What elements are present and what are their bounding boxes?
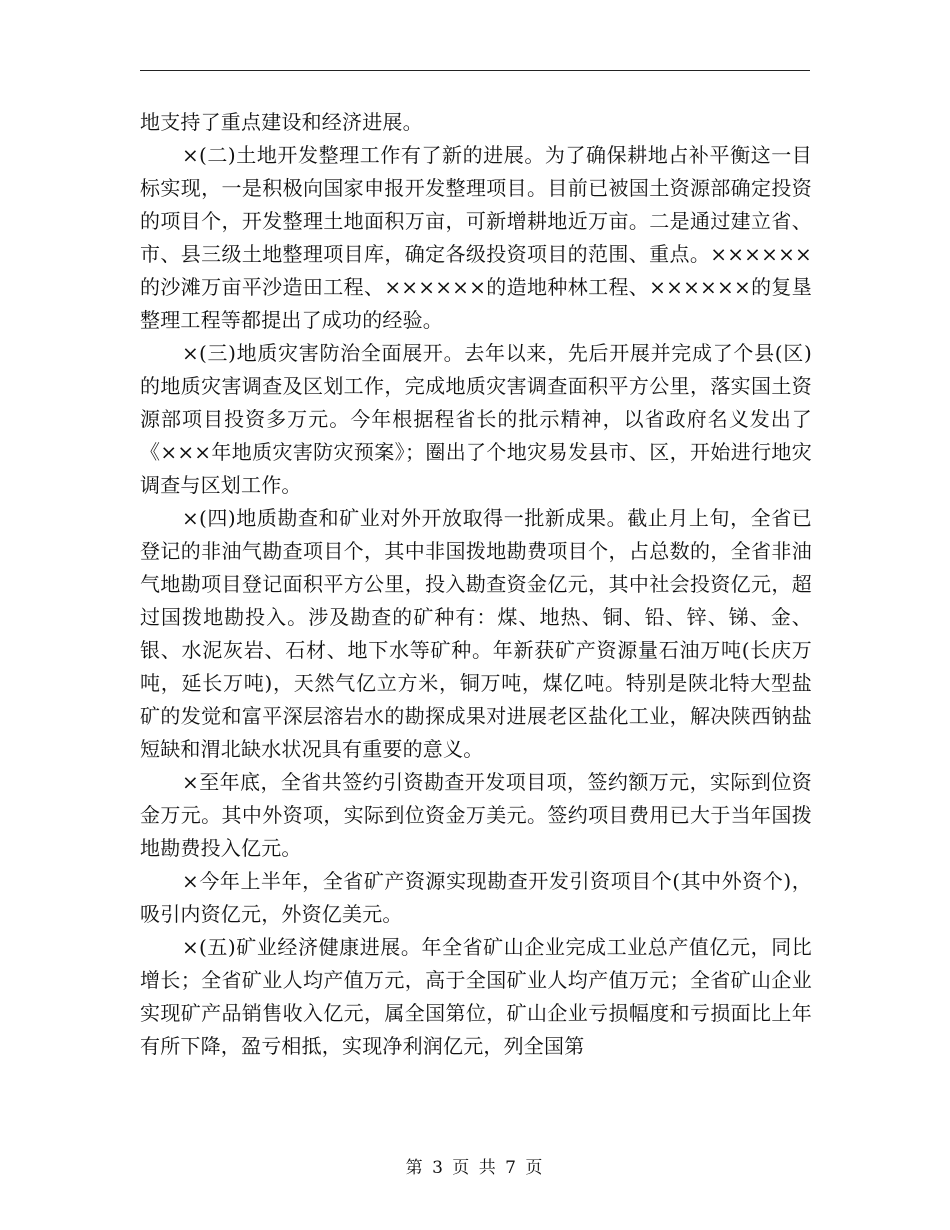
paragraph: ×至年底，全省共签约引资勘查开发项目项，签约额万元，实际到位资金万元。其中外资项，实际到位资金万美元。签约项目费用已大于当年国拨地勘费投入亿元。 xyxy=(140,770,812,860)
paragraph: ×今年上半年，全省矿产资源实现勘查开发引资项目个(其中外资个)，吸引内资亿元，外资亿美元。 xyxy=(140,869,812,926)
header-rule xyxy=(140,70,810,71)
paragraph: ×(四)地质勘查和矿业对外开放取得一批新成果。截止月上旬，全省已登记的非油气勘查项目个，其中非国拨地勘费项目个，占总数的，全省非油气地勘项目登记面积平方公里，投入勘查资金亿元，其中社会投资亿元，超过国拨地勘投入。涉及勘查的矿种有：煤、地热、铜、铅、锌、锑、金、银、水泥灰岩、石材、地下水等矿种。年新获矿产资源量石油万吨(长庆万吨，延长万吨)，天然气亿立方米，铜万吨，煤亿吨。特别是陕北特大型盐矿的发觉和富平深层溶岩水的勘探成果对进展老区盐化工业，解决陕西钠盐短缺和渭北缺水状况具有重要的意义。 xyxy=(140,506,812,761)
paragraph: ×(二)土地开发整理工作有了新的进展。为了确保耕地占补平衡这一目标实现，一是积极向国家申报开发整理项目。目前已被国土资源部确定投资的项目个，开发整理土地面积万亩，可新增耕地近万亩。二是通过建立省、市、县三级土地整理项目库，确定各级投资项目的范围、重点。××××××的沙滩万亩平沙造田工程、××××××的造地种林工程、××××××的复垦整理工程等都提出了成功的经验。 xyxy=(140,143,812,332)
document-body xyxy=(140,106,812,1063)
page-number-footer: 第 3 页 共 7 页 xyxy=(405,1158,545,1178)
paragraph: 地支持了重点建设和经济进展。 xyxy=(140,110,423,134)
paragraph: ×(三)地质灾害防治全面展开。去年以来，先后开展并完成了个县(区)的地质灾害调查及区划工作，完成地质灾害调查面积平方公里，落实国土资源部项目投资多万元。今年根据程省长的批示精神，以省政府名义发出了《×××年地质灾害防灾预案》；圈出了个地灾易发县市、区，开始进行地灾调查与区划工作。 xyxy=(140,341,812,497)
paragraph: ×(五)矿业经济健康进展。年全省矿山企业完成工业总产值亿元，同比增长；全省矿业人均产值万元，高于全国矿业人均产值万元；全省矿山企业实现矿产品销售收入亿元，属全国第位，矿山企业亏损幅度和亏损面比上年有所下降，盈亏相抵，实现净利润亿元，列全国第 xyxy=(140,935,812,1058)
